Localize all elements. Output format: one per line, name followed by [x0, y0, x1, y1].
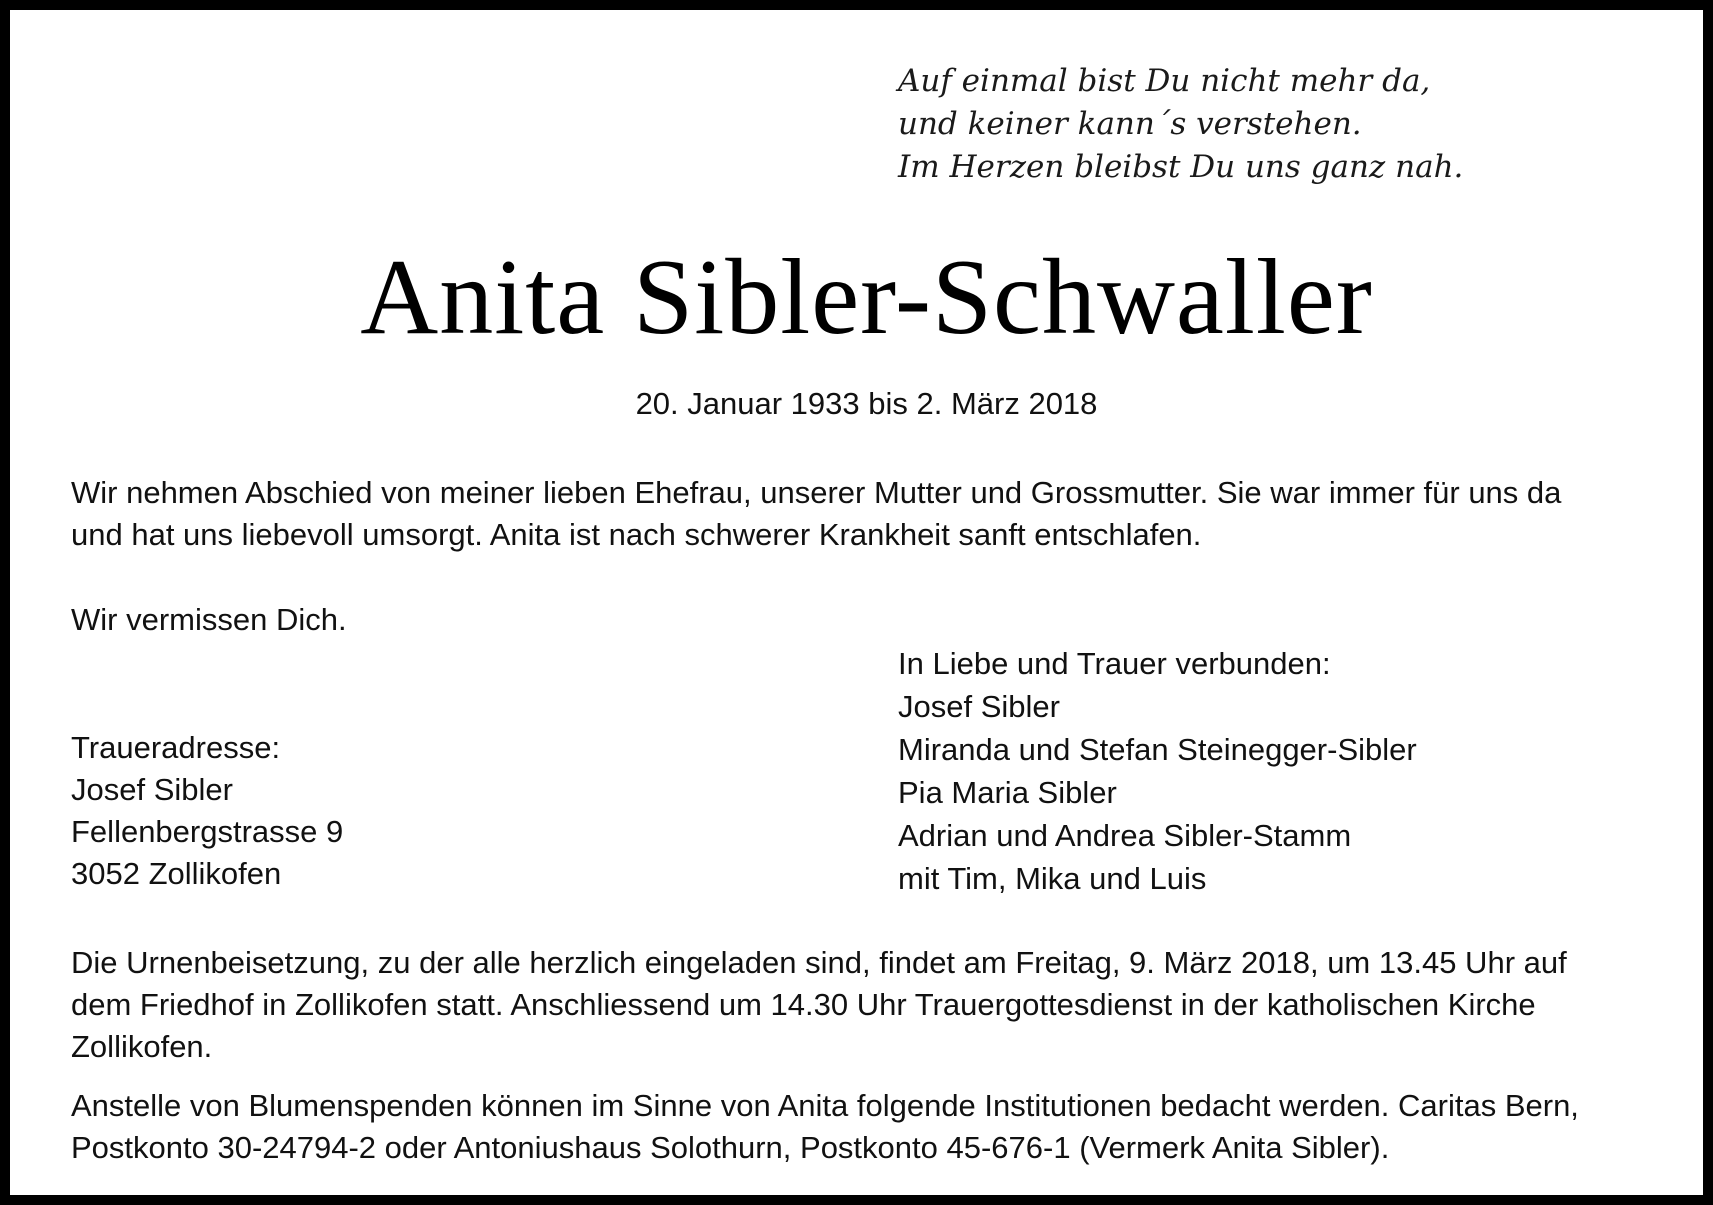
poem	[898, 60, 1463, 189]
donation-line: Anstelle von Blumenspenden können im Sinne von Anita folgende Institutionen bedacht werden. Caritas Bern,	[71, 1088, 1579, 1123]
funeral-line: Zollikofen.	[71, 1029, 213, 1064]
signer-name: Miranda und Stefan Steinegger-Sibler	[898, 732, 1417, 767]
funeral-line: dem Friedhof in Zollikofen statt. Anschliessend um 14.30 Uhr Trauergottesdienst in der katholischen Kirche	[71, 987, 1536, 1022]
address-line: Josef Sibler	[71, 772, 233, 807]
intro-paragraph	[71, 472, 1561, 556]
poem-line: und keiner kann´s verstehen.	[898, 106, 1362, 142]
signers-block	[898, 642, 1417, 900]
intro-line: und hat uns liebevoll umsorgt. Anita ist nach schwerer Krankheit sanft entschlafen.	[71, 517, 1202, 552]
address-line: 3052 Zollikofen	[71, 856, 282, 891]
miss-text	[71, 599, 347, 641]
life-dates: 20. Januar 1933 bis 2. März 2018	[635, 386, 1098, 421]
signer-name: Pia Maria Sibler	[898, 775, 1117, 810]
address-line: Fellenbergstrasse 9	[71, 814, 344, 849]
intro-line: Wir nehmen Abschied von meiner lieben Ehefrau, unserer Mutter und Grossmutter. Sie war immer für uns da	[71, 475, 1562, 510]
funeral-line: Die Urnenbeisetzung, zu der alle herzlich eingeladen sind, findet am Freitag, 9. März 2018, um 13.45 Uhr auf	[71, 945, 1567, 980]
signer-name: Adrian und Andrea Sibler-Stamm	[898, 818, 1352, 853]
mourning-address	[71, 727, 343, 895]
signer-name: mit Tim, Mika und Luis	[898, 861, 1207, 896]
deceased-name: Anita Sibler-Schwaller	[360, 238, 1373, 357]
poem-line: Im Herzen bleibst Du uns ganz nah.	[898, 149, 1464, 185]
miss-line: Wir vermissen Dich.	[71, 602, 347, 637]
signers-heading: In Liebe und Trauer verbunden:	[898, 646, 1331, 681]
funeral-paragraph	[71, 942, 1567, 1068]
poem-line: Auf einmal bist Du nicht mehr da,	[898, 63, 1431, 99]
donation-paragraph	[71, 1085, 1579, 1169]
address-label: Traueradresse:	[71, 730, 281, 765]
donation-line: Postkonto 30-24794-2 oder Antoniushaus Solothurn, Postkonto 45-676-1 (Vermerk Anita Sibler).	[71, 1130, 1390, 1165]
signer-name: Josef Sibler	[898, 689, 1060, 724]
